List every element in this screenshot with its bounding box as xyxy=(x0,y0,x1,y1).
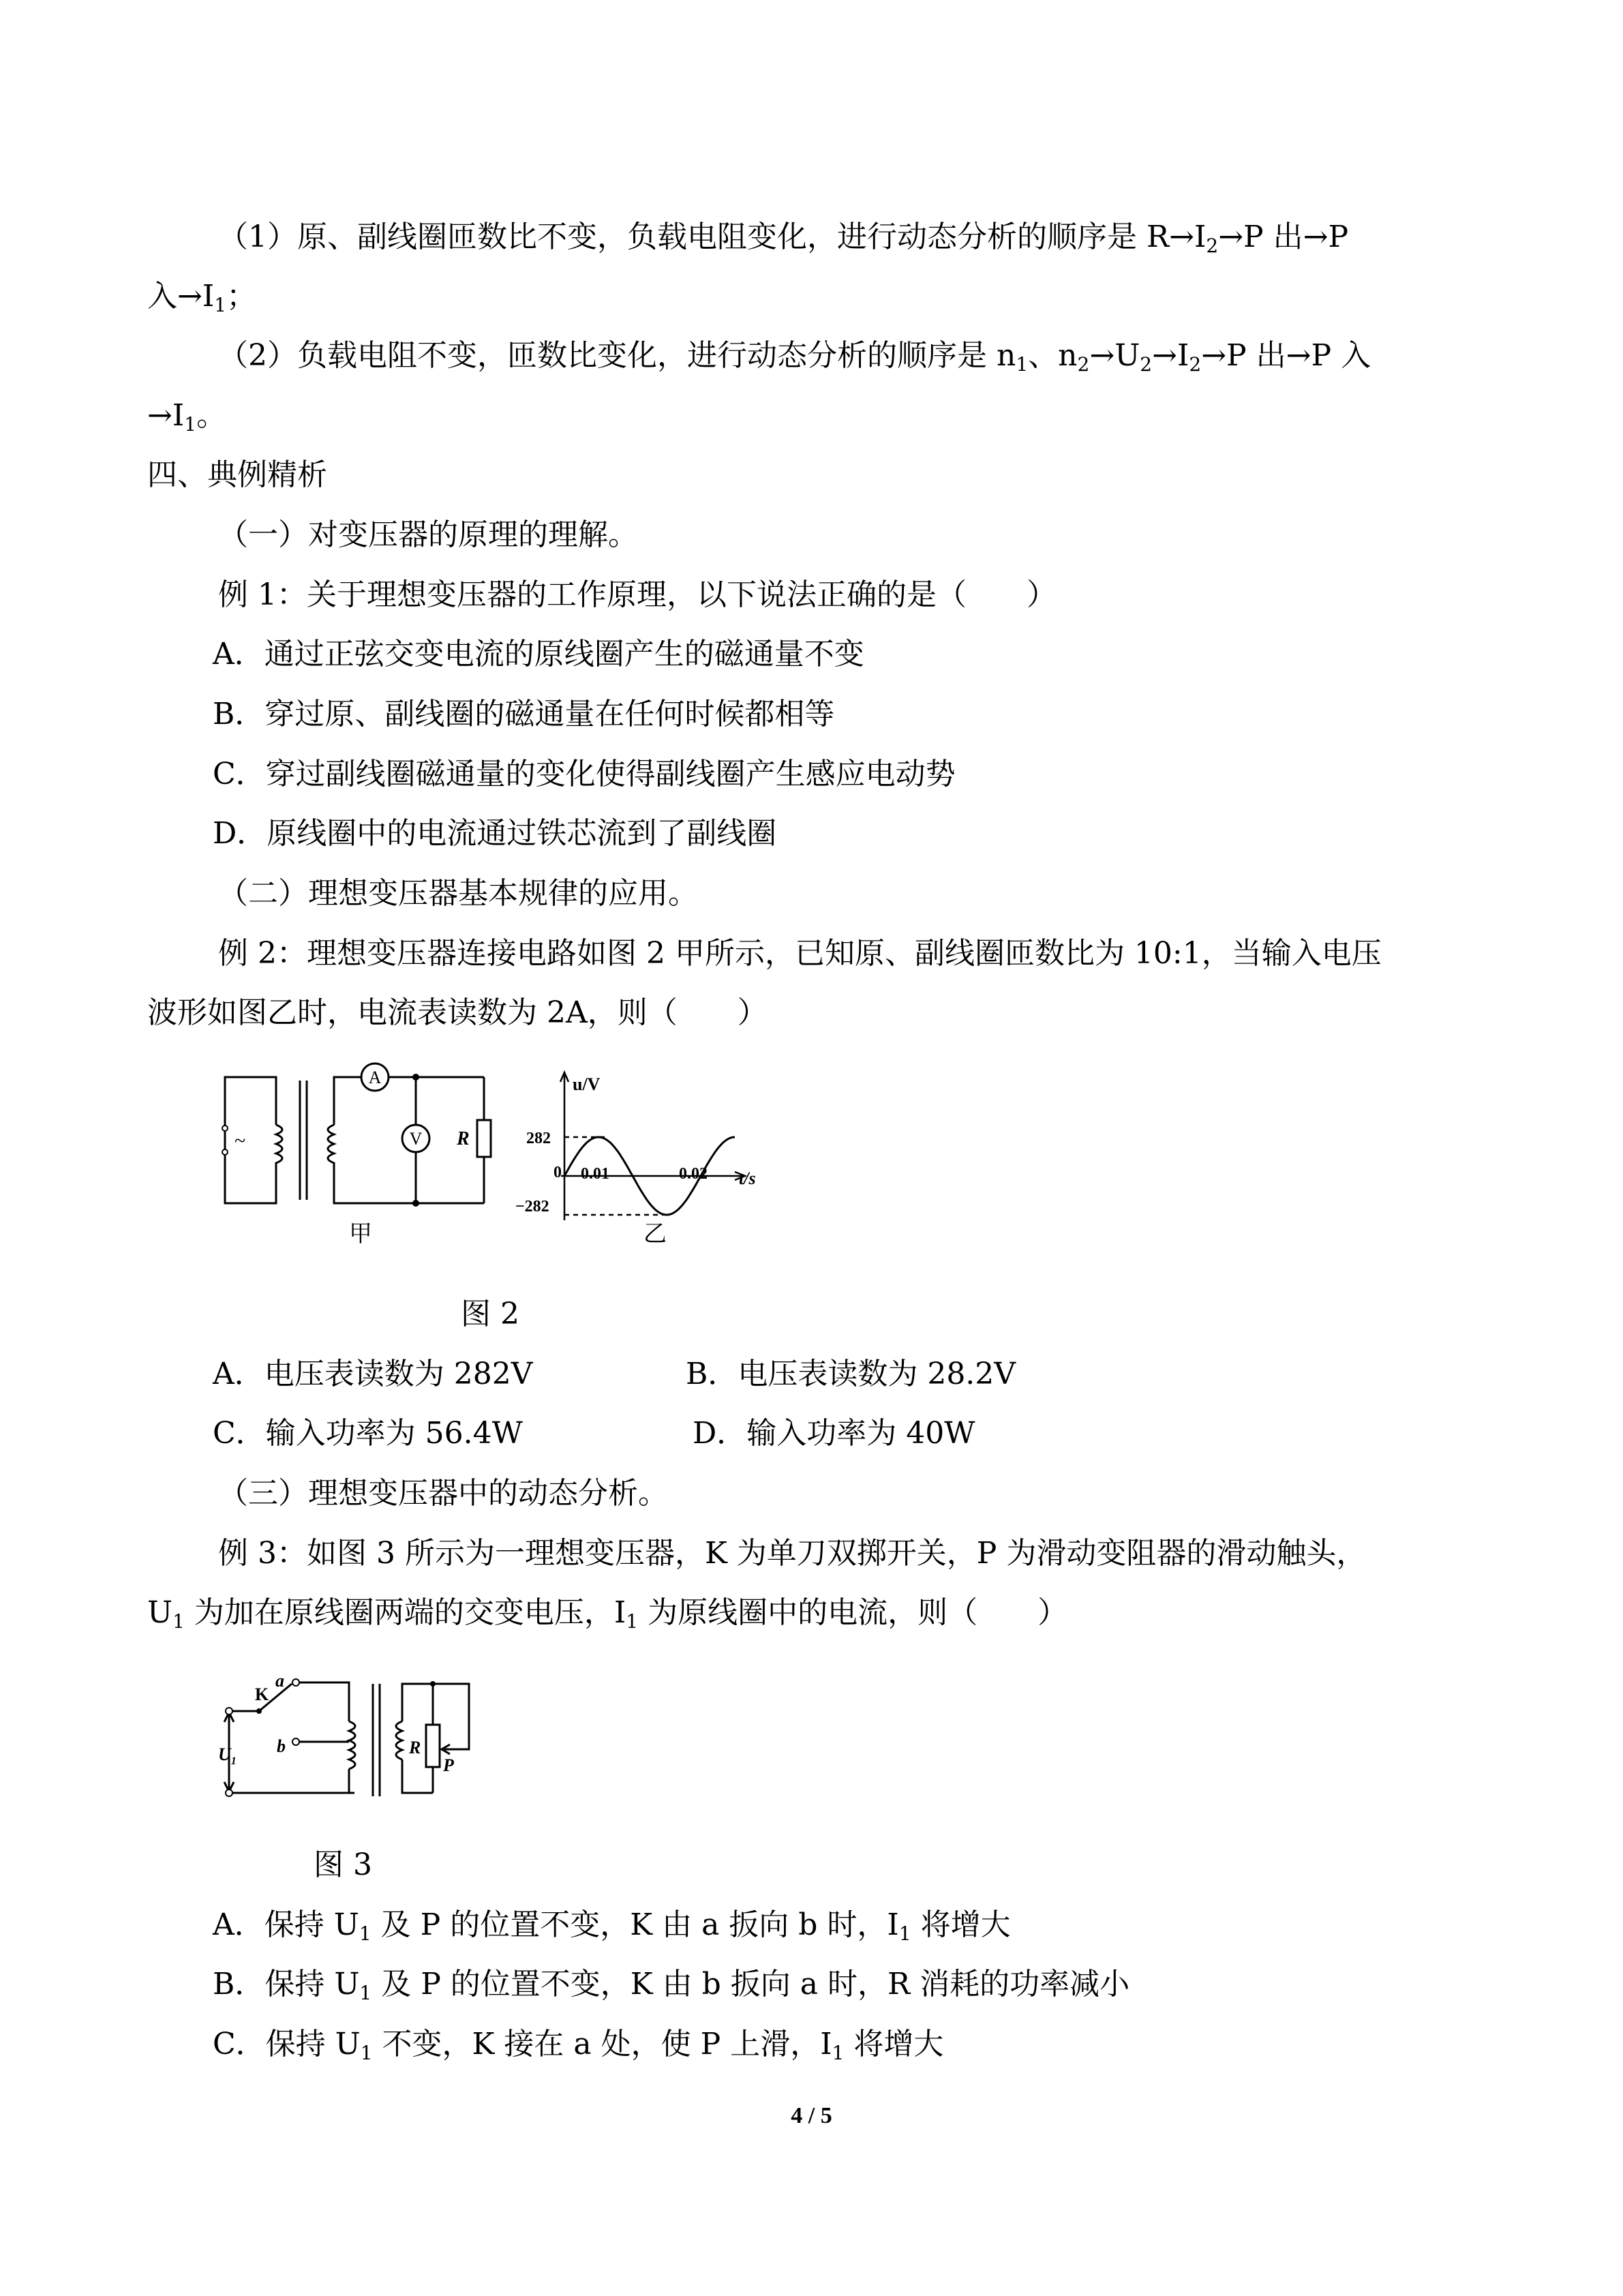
label-b: b xyxy=(277,1736,286,1756)
example-1-option-c: C．穿过副线圈磁通量的变化使得副线圈产生感应电动势 xyxy=(213,757,956,791)
waveform-chart-yi xyxy=(510,1067,769,1230)
switch-pivot xyxy=(256,1708,262,1714)
part-2-title: （二）理想变压器基本规律的应用。 xyxy=(218,876,698,911)
y-tick-neg-282: −282 xyxy=(515,1198,549,1215)
label-p: P xyxy=(443,1755,454,1775)
analysis-item-1-line-2: 入$\to I_1$； xyxy=(147,279,257,316)
label-u1: $U_1$ xyxy=(218,1744,237,1767)
input-terminal-top xyxy=(226,1708,232,1715)
example-1-question: 例 1：关于理想变压器的工作原理，以下说法正确的是（ ） xyxy=(218,577,1057,612)
example-2-question-line-1: 例 2：理想变压器连接电路如图 2 甲所示，已知原、副线圈匝数比为 10:1，当输入电压 xyxy=(218,936,1382,971)
junction-dot-top xyxy=(412,1074,419,1081)
x-axis-label: t/s xyxy=(739,1168,756,1188)
terminal-a xyxy=(292,1679,299,1686)
x-tick-0-01: 0.01 xyxy=(581,1165,609,1183)
circuit-diagram-3 xyxy=(204,1657,491,1807)
example-2-option-d: D．输入功率为 40W xyxy=(693,1416,975,1451)
analysis-item-1-line-1: （1）原、副线圈匝数比不变，负载电阻变化，进行动态分析的顺序是 $R\to I_2\to P$ 出→P xyxy=(218,220,1349,257)
resistor-symbol xyxy=(477,1120,491,1157)
figure-2-label-yi: 乙 xyxy=(643,1220,667,1248)
example-2-option-c: C．输入功率为 56.4W xyxy=(213,1416,523,1451)
example-3-option-c: C．保持 $U_1$ 不变，K 接在 a 处，使 P 上滑，$I_1$ 将增大 xyxy=(213,2027,944,2064)
analysis-item-2-line-2: $\to I_1$。 xyxy=(147,398,227,436)
figure-3-caption: 图 3 xyxy=(314,1847,372,1882)
ammeter-label: A xyxy=(368,1068,382,1087)
example-3-question-line-1: 例 3：如图 3 所示为一理想变压器，K 为单刀双掷开关，P 为滑动变阻器的滑动触头， xyxy=(218,1536,1367,1571)
example-1-option-b: B．穿过原、副线圈的磁通量在任何时候都相等 xyxy=(213,697,835,731)
example-2-question-line-2: 波形如图乙时，电流表读数为 2A，则（ ） xyxy=(147,995,768,1030)
example-1-option-d: D．原线圈中的电流通过铁芯流到了副线圈 xyxy=(213,816,777,851)
example-3-option-b: B．保持 $U_1$ 及 P 的位置不变，K 由 b 扳向 a 时，R 消耗的功率减小 xyxy=(213,1967,1130,2004)
example-3-option-a: A．保持 $U_1$ 及 P 的位置不变，K 由 a 扳向 b 时，$I_1$ 将增大 xyxy=(213,1907,1011,1945)
label-a: a xyxy=(275,1671,284,1691)
example-3-question-line-2: $U_1$ 为加在原线圈两端的交变电压，$I_1$ 为原线圈中的电流，则（ ） xyxy=(147,1595,1068,1633)
slider-p-wire xyxy=(433,1684,469,1749)
example-2-option-b: B．电压表读数为 28.2V xyxy=(686,1357,1016,1391)
section-4-title: 四、典例精析 xyxy=(147,457,327,492)
page-number: 4 / 5 xyxy=(791,2103,832,2128)
label-k: K xyxy=(255,1685,269,1704)
resistor-label: R xyxy=(457,1128,470,1149)
label-r: R xyxy=(409,1738,421,1757)
example-2-option-a: A．电压表读数为 282V xyxy=(213,1357,533,1391)
junction-dot xyxy=(430,1681,436,1687)
source-terminal-top xyxy=(222,1126,228,1131)
figure-2-waveform xyxy=(510,1067,769,1230)
part-1-title: （一）对变压器的原理的理解。 xyxy=(218,517,638,552)
y-tick-282: 282 xyxy=(526,1130,551,1147)
junction-dot-bottom xyxy=(412,1200,419,1207)
y-axis-label: u/V xyxy=(573,1074,601,1094)
figure-2-caption: 图 2 xyxy=(461,1297,519,1331)
voltmeter-label: V xyxy=(409,1129,423,1149)
example-1-option-a: A．通过正弦交变电流的原线圈产生的磁通量不变 xyxy=(213,637,864,671)
source-symbol: ~ xyxy=(234,1130,246,1152)
figure-2-label-jia: 甲 xyxy=(349,1220,372,1248)
rheostat-symbol xyxy=(426,1725,440,1767)
x-tick-0-02: 0.02 xyxy=(679,1165,708,1183)
part-3-title: （三）理想变压器中的动态分析。 xyxy=(218,1476,668,1511)
terminal-b xyxy=(292,1738,299,1745)
origin-label: 0 xyxy=(553,1164,562,1181)
source-terminal-bottom xyxy=(222,1149,228,1155)
figure-3-circuit xyxy=(204,1657,491,1807)
analysis-item-2-line-1: （2）负载电阻不变，匝数比变化，进行动态分析的顺序是 $n_1$、$n_2\to U_2\to I_2\to P$ 出→P 入 xyxy=(218,338,1371,376)
input-terminal-bottom xyxy=(226,1789,232,1796)
